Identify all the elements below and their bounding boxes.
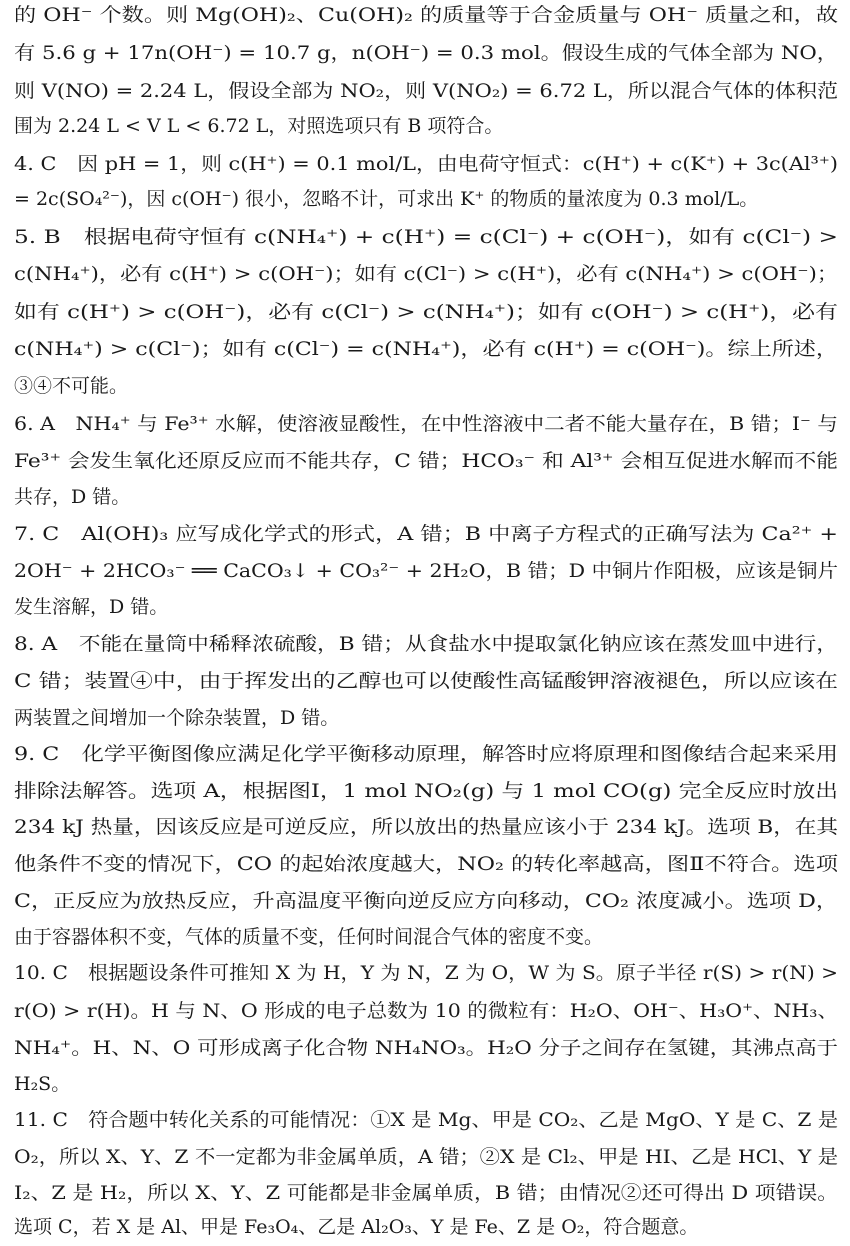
text-line: [0, 625, 850, 663]
text-line: [0, 992, 850, 1030]
text-line: [0, 552, 850, 590]
text-line: [0, 405, 850, 443]
line-text: = 2c(SO₄²⁻)，因 c(OH⁻) 很小，忽略不计，可求出 K⁺ 的物质的量浓度为 0.3 mol/L。: [14, 188, 759, 210]
text-line: [0, 34, 850, 72]
text-line: [0, 588, 850, 626]
line-text: 7. C Al(OH)₃ 应写成化学式的形式，A 错；B 中离子方程式的正确写法为 Ca²⁺ +: [14, 523, 838, 545]
line-text: 234 kJ 热量，因该反应是可逆反应，所以放出的热量应该小于 234 kJ。选项 B，在其: [14, 816, 838, 838]
line-text: c(NH₄⁺) > c(Cl⁻)；如有 c(Cl⁻) = c(NH₄⁺)，必有 c(H⁺) = c(OH⁻)。综上所述，: [14, 338, 838, 360]
line-text: 围为 2.24 L < V L < 6.72 L，对照选项只有 B 项符合。: [14, 115, 504, 137]
text-line: [0, 772, 850, 810]
text-line: [0, 662, 850, 700]
line-text: 排除法解答。选项 A，根据图Ⅰ，1 mol NO₂(g) 与 1 mol CO(g) 完全反应时放出: [14, 780, 839, 802]
line-text: I₂、Z 是 H₂，所以 X、Y、Z 可能都是非金属单质，B 错；由情况②还可得出 D 项错误。: [14, 1182, 839, 1204]
text-line: [0, 145, 850, 183]
text-line: [0, 918, 850, 956]
text-line: [0, 218, 850, 256]
text-line: [0, 1029, 850, 1067]
line-text: 如有 c(H⁺) > c(OH⁻)，必有 c(Cl⁻) > c(NH₄⁺)；如有 c(OH⁻) > c(H⁺)，必有: [14, 301, 838, 323]
line-text: 4. C 因 pH = 1，则 c(H⁺) = 0.1 mol/L，由电荷守恒式：c(H⁺) + c(K⁺) + 3c(Al³⁺): [14, 153, 839, 175]
line-text: 发生溶解，D 错。: [14, 596, 169, 618]
line-text: c(NH₄⁺)，必有 c(H⁺) > c(OH⁻)；如有 c(Cl⁻) > c(H⁺)，必有 c(NH₄⁺) > c(OH⁻)；: [14, 263, 838, 285]
line-text: ③④不可能。: [14, 375, 129, 397]
text-line: [0, 735, 850, 773]
text-line: [0, 0, 850, 34]
text-line: [0, 330, 850, 368]
line-text: NH₄⁺。H、N、O 可形成离子化合物 NH₄NO₃。H₂O 分子之间存在氢键，其沸点高于: [14, 1037, 839, 1059]
line-text: 8. A 不能在量筒中稀释浓硫酸，B 错；从食盐水中提取氯化钠应该在蒸发皿中进行，: [14, 633, 838, 655]
line-text: O₂，所以 X、Y、Z 不一定都为非金属单质，A 错；②X 是 Cl₂、甲是 HI、乙是 HCl、Y 是: [14, 1146, 839, 1168]
line-text: 由于容器体积不变，气体的质量不变，任何时间混合气体的密度不变。: [14, 926, 604, 948]
line-text: 两装置之间增加一个除杂装置，D 错。: [14, 707, 340, 729]
line-text: r(O) > r(H)。H 与 N、O 形成的电子总数为 10 的微粒有：H₂O、OH⁻、H₃O⁺、NH₃、: [14, 1000, 838, 1022]
text-line: [0, 1101, 850, 1139]
text-line: [0, 808, 850, 846]
text-line: [0, 1208, 850, 1246]
text-line: [0, 1138, 850, 1176]
line-text: 则 V(NO) = 2.24 L，假设全部为 NO₂，则 V(NO₂) = 6.72 L，所以混合气体的体积范: [14, 80, 839, 102]
line-text: C，正反应为放热反应，升高温度平衡向逆反应方向移动，CO₂ 浓度减小。选项 D，: [14, 890, 839, 912]
line-text: 选项 C，若 X 是 Al、甲是 Fe₃O₄、乙是 Al₂O₃、Y 是 Fe、Z 是 O₂，符合题意。: [14, 1216, 699, 1238]
line-text: 9. C 化学平衡图像应满足化学平衡移动原理，解答时应将原理和图像结合起来采用: [14, 743, 838, 765]
line-text: C 错；装置④中，由于挥发出的乙醇也可以使酸性高锰酸钾溶液褪色，所以应该在: [14, 670, 839, 692]
text-line: [0, 1174, 850, 1212]
text-line: [0, 442, 850, 480]
text-line: [0, 515, 850, 553]
line-text: 5. B 根据电荷守恒有 c(NH₄⁺) + c(H⁺) = c(Cl⁻) + c(OH⁻)，如有 c(Cl⁻) >: [14, 226, 838, 248]
text-line: [0, 882, 850, 920]
text-line: [0, 954, 850, 992]
text-line: [0, 367, 850, 405]
line-text: 的 OH⁻ 个数。则 Mg(OH)₂、Cu(OH)₂ 的质量等于合金质量与 OH⁻ 质量之和，故: [14, 4, 839, 26]
text-line: [0, 107, 850, 145]
text-line: [0, 699, 850, 737]
text-line: [0, 255, 850, 293]
text-line: [0, 845, 850, 883]
line-text: 有 5.6 g + 17n(OH⁻) = 10.7 g，n(OH⁻) = 0.3 mol。假设生成的气体全部为 NO，: [14, 42, 839, 64]
line-text: 共存，D 错。: [14, 486, 131, 508]
line-text: H₂S。: [14, 1073, 71, 1095]
text-line: [0, 293, 850, 331]
text-line: [0, 72, 850, 110]
line-text: 11. C 符合题中转化关系的可能情况：①X 是 Mg、甲是 CO₂、乙是 MgO、Y 是 C、Z 是: [14, 1109, 839, 1131]
line-text: 6. A NH₄⁺ 与 Fe³⁺ 水解，使溶液显酸性，在中性溶液中二者不能大量存在，B 错；I⁻ 与: [14, 413, 838, 435]
line-text: Fe³⁺ 会发生氧化还原反应而不能共存，C 错；HCO₃⁻ 和 Al³⁺ 会相互促进水解而不能: [14, 450, 839, 472]
text-line: [0, 1065, 850, 1103]
line-text: 10. C 根据题设条件可推知 X 为 H，Y 为 N，Z 为 O，W 为 S。原子半径 r(S) > r(N) >: [14, 962, 838, 984]
line-text: 2OH⁻ + 2HCO₃⁻ ══ CaCO₃↓ + CO₃²⁻ + 2H₂O，B 错；D 中铜片作阳极，应该是铜片: [14, 560, 838, 582]
text-line: [0, 478, 850, 516]
line-text: 他条件不变的情况下，CO 的起始浓度越大，NO₂ 的转化率越高，图Ⅱ不符合。选项: [14, 853, 838, 875]
text-line: [0, 180, 850, 218]
